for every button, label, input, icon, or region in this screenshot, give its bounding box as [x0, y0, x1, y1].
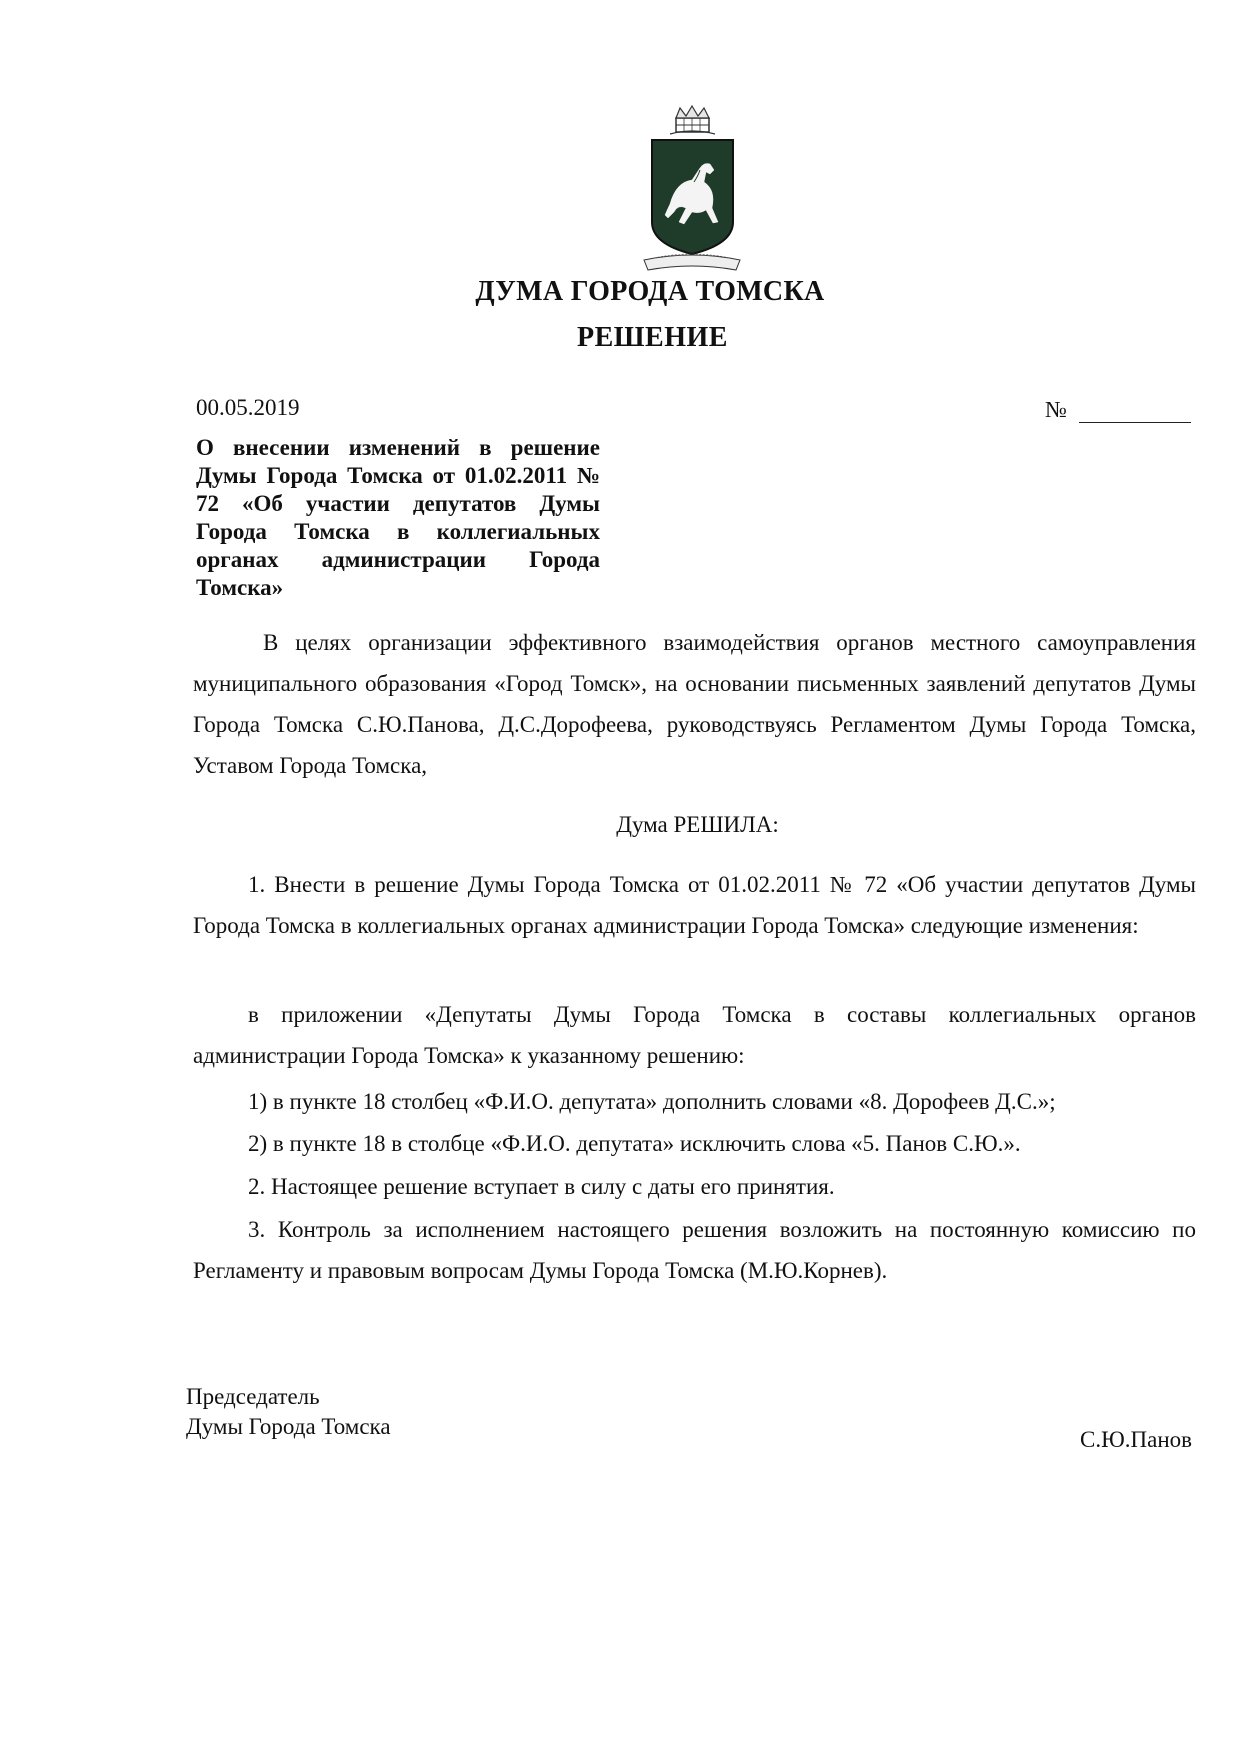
- signatory-title-line-1: Председатель: [186, 1384, 320, 1409]
- resolution-item-1: 1. Внести в решение Думы Города Томска от 01.02.2011 № 72 «Об участии депутатов Думы Города Томска в коллегиальных органах администрации Города Томска» следующие изменения:: [193, 872, 1196, 938]
- resolution-item-3: 3. Контроль за исполнением настоящего решения возложить на постоянную комиссию по Регламенту и правовым вопросам Думы Города Томска (М.Ю.Корнев).: [193, 1217, 1196, 1283]
- coat-of-arms-icon: [640, 104, 745, 272]
- resolution-heading: Дума РЕШИЛА:: [616, 812, 779, 837]
- document-number: [1045, 397, 1191, 423]
- resolution-item-1-appendix: в приложении «Депутаты Думы Города Томска в составы коллегиальных органов администрации Города Томска» к указанному решению:: [193, 1002, 1196, 1068]
- organization-name: ДУМА ГОРОДА ТОМСКА: [475, 276, 825, 307]
- resolution-subitem-2: 2) в пункте 18 в столбце «Ф.И.О. депутата» исключить слова «5. Панов С.Ю.».: [248, 1131, 1021, 1156]
- document-subject: О внесении изменений в решение Думы Города Томска от 01.02.2011 № 72 «Об участии депутатов Думы Города Томска в коллегиальных органах администрации Города Томска»: [196, 435, 600, 600]
- ribbon-icon: [644, 254, 740, 270]
- signatory-title: [186, 1382, 391, 1442]
- signatory-title-line-2: Думы Города Томска: [186, 1414, 391, 1439]
- crown-icon: [670, 106, 715, 134]
- document-date: 00.05.2019: [196, 395, 300, 420]
- preamble-paragraph: В целях организации эффективного взаимодействия органов местного самоуправления муниципального образования «Город Томск», на основании письменных заявлений депутатов Думы Города Томска С.Ю.Панова, Д.С.Дорофеева, руководствуясь Регламентом Думы Города Томска, Уставом Города Томска,: [193, 630, 1196, 778]
- resolution-subitem-1: 1) в пункте 18 столбец «Ф.И.О. депутата» дополнить словами «8. Дорофеев Д.С.»;: [248, 1089, 1056, 1114]
- number-label: №: [1045, 397, 1067, 422]
- resolution-item-2: 2. Настоящее решение вступает в силу с даты его принятия.: [248, 1174, 835, 1199]
- document-type: РЕШЕНИЕ: [577, 322, 728, 353]
- number-blank-line: [1079, 400, 1191, 423]
- signatory-name: С.Ю.Панов: [1080, 1427, 1192, 1452]
